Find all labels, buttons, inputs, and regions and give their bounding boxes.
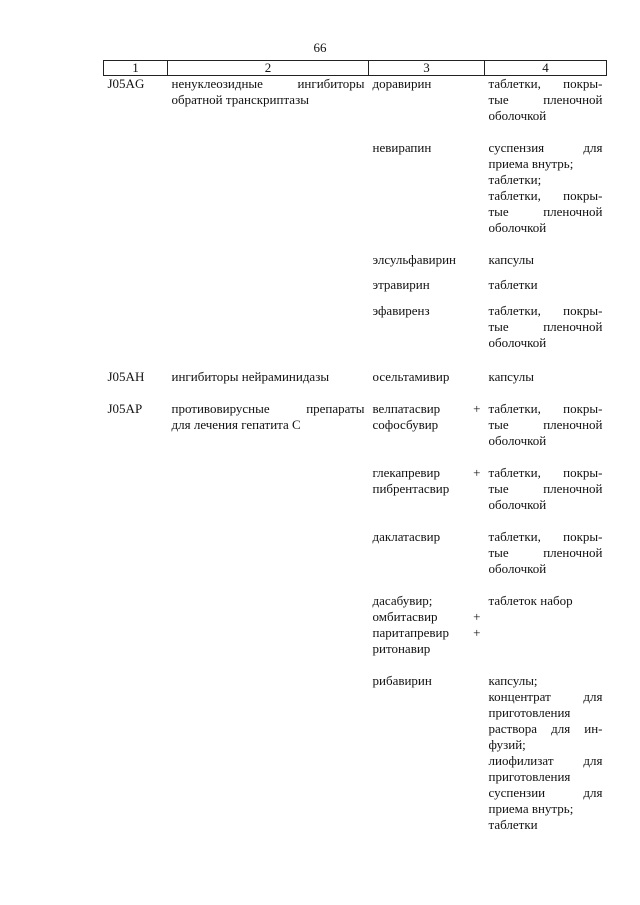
atc-code-cell: [104, 124, 168, 236]
drug-name-cell: [369, 293, 485, 351]
table-row: [104, 268, 607, 293]
dosage-form-line: тые пленочной: [488, 204, 603, 219]
atc-code-cell: [104, 76, 168, 125]
dosage-form-line: таблетки;: [488, 172, 542, 187]
dosage-form-line: капсулы: [488, 369, 534, 384]
drug-name-line: глекапревир +: [372, 465, 481, 480]
drug-table: [103, 60, 607, 833]
dosage-form-line: оболочкой: [488, 108, 547, 123]
group-cell: [168, 657, 369, 833]
drug-name-line: элсульфавирин: [372, 252, 456, 267]
group-cell: [168, 449, 369, 513]
dosage-form-line: суспензия для: [488, 140, 603, 155]
dosage-form-line: таблетки, покры-: [488, 401, 603, 416]
drug-name-line: даклатасвир: [372, 529, 441, 544]
dosage-form-cell: [485, 657, 607, 833]
drug-name-line: ритонавир: [372, 641, 431, 656]
atc-code-cell: [104, 236, 168, 268]
dosage-form-line: таблетки, покры-: [488, 76, 603, 91]
group-cell: [168, 124, 369, 236]
column-header-4: 4: [485, 61, 607, 76]
dosage-form-line: таблетки, покры-: [488, 188, 603, 203]
table-row: [104, 577, 607, 657]
table-row: [104, 449, 607, 513]
dosage-form-line: приготовления: [488, 769, 571, 784]
page-number: 66: [313, 40, 327, 55]
group-cell: [168, 293, 369, 351]
drug-name-line: дасабувир;: [372, 593, 433, 608]
group-cell: [168, 513, 369, 577]
drug-name-cell: [369, 124, 485, 236]
drug-name-cell: [369, 268, 485, 293]
group-cell: [168, 268, 369, 293]
dosage-form-line: оболочкой: [488, 497, 547, 512]
table-body: [104, 76, 607, 834]
table-row: [104, 657, 607, 833]
dosage-form-line: таблетки: [488, 817, 538, 832]
table-row: [104, 293, 607, 351]
group-name-line: ненуклеозидные ингибиторы: [171, 76, 365, 91]
dosage-form-line: капсулы: [488, 252, 534, 267]
group-name-line: для лечения гепатита С: [171, 417, 301, 432]
dosage-form-line: оболочкой: [488, 561, 547, 576]
dosage-form-line: капсулы;: [488, 673, 538, 688]
table-row: [104, 351, 607, 385]
drug-name-cell: [369, 513, 485, 577]
drug-name-line: невирапин: [372, 140, 432, 155]
atc-code-cell: [104, 268, 168, 293]
atc-code: J05AH: [107, 369, 145, 384]
drug-name-line: доравирин: [372, 76, 432, 91]
atc-code-cell: [104, 385, 168, 449]
group-cell: [168, 351, 369, 385]
drug-name-cell: [369, 385, 485, 449]
column-header-2: 2: [168, 61, 369, 76]
atc-code-cell: [104, 657, 168, 833]
table-header-row: [104, 61, 607, 76]
drug-name-cell: [369, 577, 485, 657]
table-row: [104, 124, 607, 236]
dosage-form-line: тые пленочной: [488, 319, 603, 334]
dosage-form-line: лиофилизат для: [488, 753, 603, 768]
column-header-3: 3: [369, 61, 485, 76]
drug-name-cell: [369, 76, 485, 125]
drug-name-line: рибавирин: [372, 673, 432, 688]
dosage-form-cell: [485, 449, 607, 513]
atc-code-cell: [104, 513, 168, 577]
dosage-form-line: таблетки, покры-: [488, 529, 603, 544]
atc-code-cell: [104, 577, 168, 657]
drug-name-cell: [369, 236, 485, 268]
group-name-line: противовирусные препараты: [171, 401, 365, 416]
atc-code: J05AG: [107, 76, 145, 91]
dosage-form-line: тые пленочной: [488, 481, 603, 496]
dosage-form-line: концентрат для: [488, 689, 603, 704]
group-cell: [168, 385, 369, 449]
group-cell: [168, 76, 369, 125]
table-row: [104, 236, 607, 268]
drug-name-line: этравирин: [372, 277, 430, 292]
table-row: [104, 76, 607, 125]
group-cell: [168, 577, 369, 657]
dosage-form-cell: [485, 385, 607, 449]
drug-name-line: осельтамивир: [372, 369, 450, 384]
group-cell: [168, 236, 369, 268]
group-name-line: обратной транскриптазы: [171, 92, 309, 107]
atc-code-cell: [104, 351, 168, 385]
table-row: [104, 513, 607, 577]
dosage-form-line: таблетки, покры-: [488, 465, 603, 480]
drug-name-line: велпатасвир +: [372, 401, 481, 416]
table-row: [104, 385, 607, 449]
dosage-form-line: оболочкой: [488, 220, 547, 235]
dosage-form-line: оболочкой: [488, 335, 547, 350]
group-name-line: ингибиторы нейраминидазы: [171, 369, 330, 384]
drug-name-line: софосбувир: [372, 417, 439, 432]
dosage-form-line: таблетки: [488, 277, 538, 292]
dosage-form-line: суспензии для: [488, 785, 603, 800]
dosage-form-cell: [485, 268, 607, 293]
dosage-form-line: приема внутрь;: [488, 801, 574, 816]
dosage-form-line: фузий;: [488, 737, 526, 752]
column-header-1: 1: [104, 61, 168, 76]
drug-name-line: омбитасвир +: [372, 609, 481, 624]
drug-name-line: пибрентасвир: [372, 481, 450, 496]
dosage-form-cell: [485, 124, 607, 236]
dosage-form-line: тые пленочной: [488, 417, 603, 432]
drug-name-line: эфавиренз: [372, 303, 430, 318]
dosage-form-cell: [485, 76, 607, 125]
drug-name-cell: [369, 449, 485, 513]
dosage-form-line: таблетки, покры-: [488, 303, 603, 318]
dosage-form-line: оболочкой: [488, 433, 547, 448]
dosage-form-line: тые пленочной: [488, 545, 603, 560]
dosage-form-line: раствора для ин-: [488, 721, 603, 736]
dosage-form-line: тые пленочной: [488, 92, 603, 107]
atc-code-cell: [104, 449, 168, 513]
atc-code: J05AP: [107, 401, 143, 416]
dosage-form-line: таблеток набор: [488, 593, 573, 608]
dosage-form-line: приготовления: [488, 705, 571, 720]
dosage-form-cell: [485, 577, 607, 657]
dosage-form-cell: [485, 351, 607, 385]
drug-name-line: паритапревир +: [372, 625, 481, 640]
drug-name-cell: [369, 657, 485, 833]
dosage-form-line: приема внутрь;: [488, 156, 574, 171]
dosage-form-cell: [485, 293, 607, 351]
drug-name-cell: [369, 351, 485, 385]
dosage-form-cell: [485, 236, 607, 268]
atc-code-cell: [104, 293, 168, 351]
dosage-form-cell: [485, 513, 607, 577]
